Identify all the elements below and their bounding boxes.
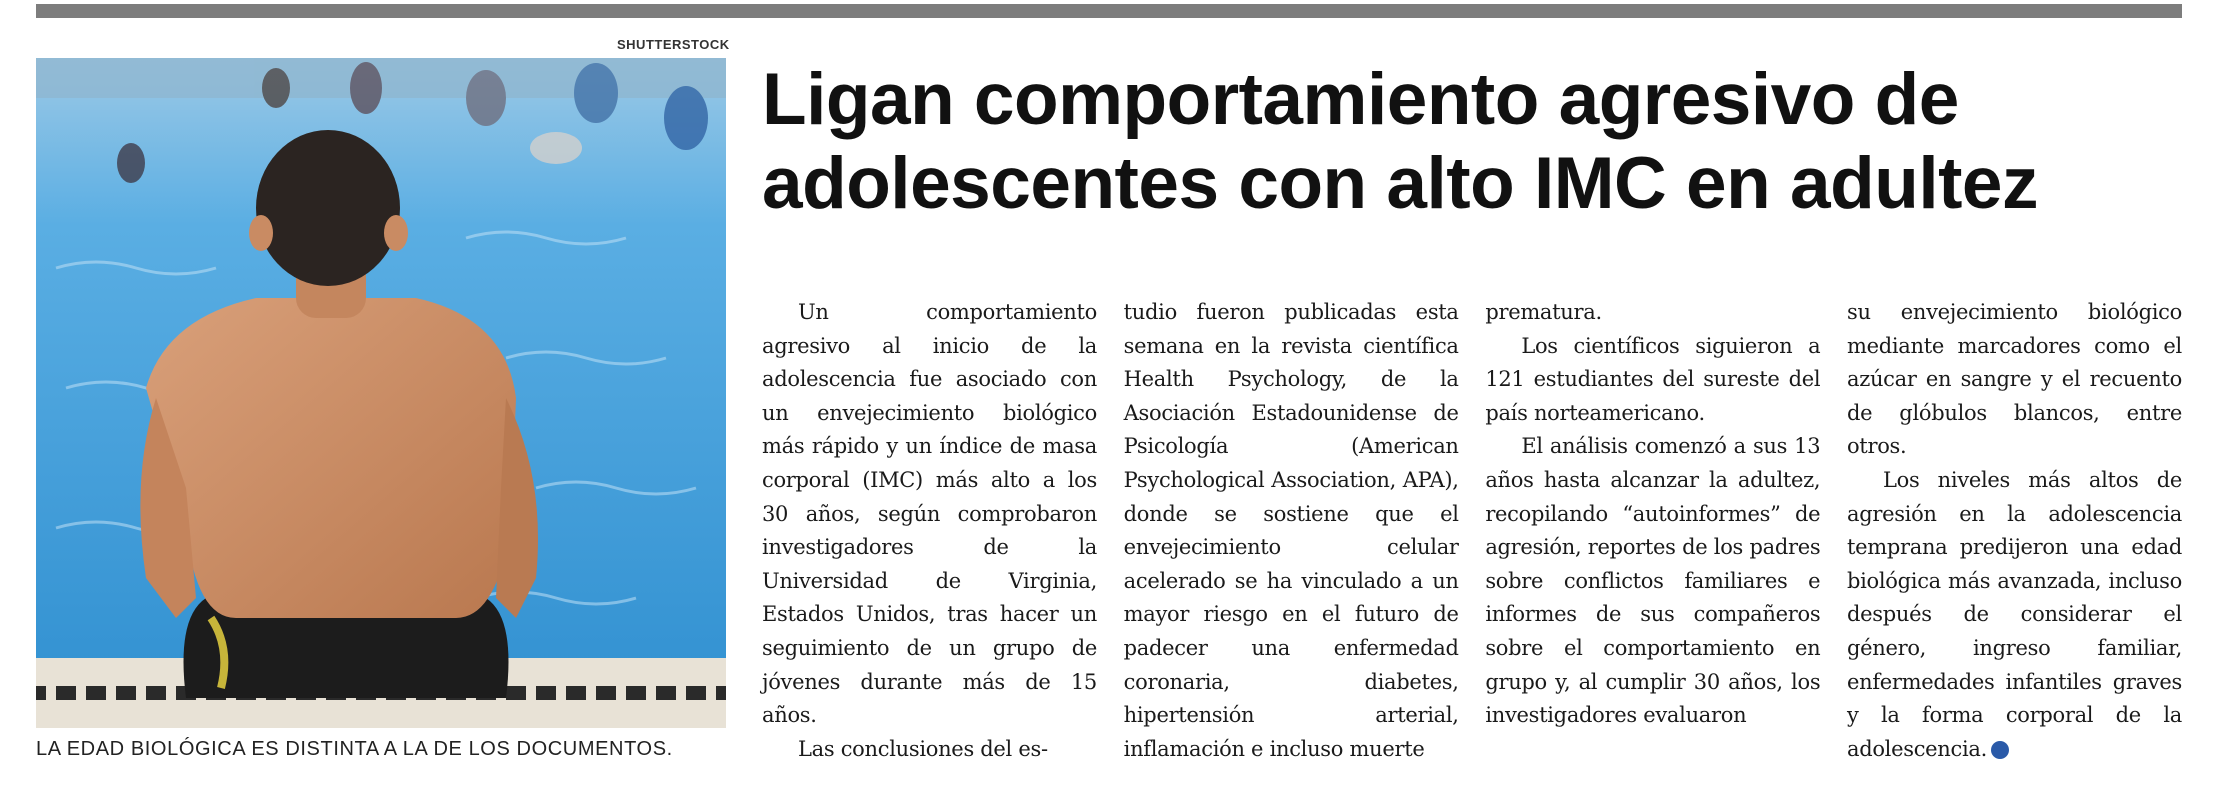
photo-caption: LA EDAD BIOLÓGICA ES DISTINTA A LA DE LOS DOCUMENTOS. (36, 738, 673, 760)
paragraph: El análisis comenzó a sus 13 años hasta alcanzar la adultez, recopilando “autoinformes” de agresión, reportes de los padres sobre conflictos familiares e informes de sus compañeros sobre el comportamiento en grupo y, al cumplir 30 años, los investigadores evaluaron (1485, 434, 1821, 728)
article-column-4 (1847, 296, 2182, 766)
paragraph: Un comportamiento agresivo al inicio de la adolescencia fue asociado con un envejecimiento biológico más rápido y un índice de masa corporal (IMC) más alto a los 30 años, según comprobaron investigadores de la Universidad de Virginia, Estados Unidos, tras hacer un seguimiento de un grupo de jóvenes durante más de 15 años. (762, 300, 1097, 728)
article-headline (762, 58, 2192, 226)
article-column-3 (1485, 296, 1820, 766)
paragraph: Los científicos siguieron a 121 estudiantes del sureste del país norteamericano. (1485, 333, 1821, 425)
headline-line-2: adolescentes con alto IMC en adultez (762, 143, 2039, 224)
end-of-article-star-icon: ✪ (1991, 741, 2009, 759)
article-column-1 (762, 296, 1097, 766)
paragraph: Las conclusiones del es- (798, 736, 1048, 761)
top-rule (36, 4, 2182, 18)
paragraph-last (1847, 464, 2182, 766)
paragraph: prematura. (1485, 300, 1602, 324)
headline-line-1: Ligan comportamiento agresivo de (762, 59, 1959, 140)
photo-credit: SHUTTERSTOCK (617, 37, 730, 52)
paragraph-text: Los niveles más altos de agresión en la adolescencia temprana predijeron una edad biológica más avanzada, incluso después de considerar el género, ingreso familiar, enfermedades infantiles graves y la forma corporal de la adolescencia. (1846, 467, 2182, 761)
paragraph: tudio fueron publicadas esta semana en la revista científica Health Psychology, de la Asociación Estadounidense de Psicología (American Psychological Association, APA), donde se sostiene que el envejecimiento celular acelerado se ha vinculado a un mayor riesgo en el futuro de padecer una enfermedad coronaria, diabetes, hipertensión arterial, inflamación e incluso muerte (1123, 300, 1459, 761)
article-photo (36, 58, 726, 728)
article-column-2 (1124, 296, 1459, 766)
paragraph: su envejecimiento biológico mediante marcadores como el azúcar en sangre y el recuento de glóbulos blancos, entre otros. (1846, 300, 2182, 459)
article-body (762, 296, 2182, 766)
